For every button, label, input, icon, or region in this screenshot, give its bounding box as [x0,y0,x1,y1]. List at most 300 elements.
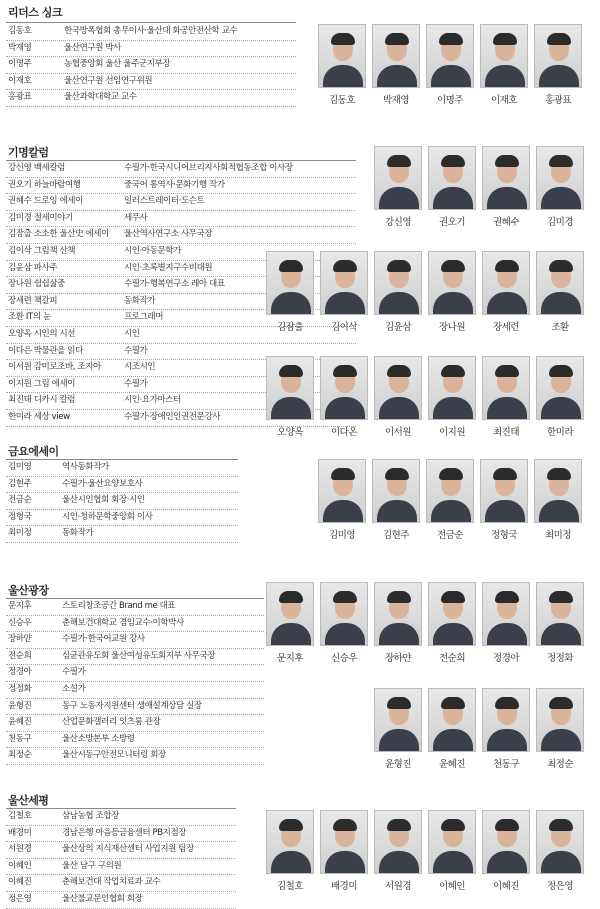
portrait-caption: 이명주 [436,95,464,106]
member-name: 전순희 [8,650,32,661]
portrait-hair [279,591,303,603]
member-name: 이혜인 [8,860,32,871]
member-description: 한국방폭협회 총무이사·울산대 화공안전산학 교수 [64,26,238,36]
portrait-hair [549,697,573,709]
portrait-card [318,459,366,541]
portrait-photo [374,356,422,420]
list-item [6,649,264,666]
list-item [6,57,296,74]
portrait-caption: 최진태 [492,427,520,438]
portrait-caption: 오양옥 [276,427,304,438]
portrait-card [266,251,314,333]
portrait-body [541,292,581,315]
portrait-hair [441,155,465,167]
member-description: 수필가·울산요양보호사 [62,478,143,489]
portrait-caption: 문지후 [276,653,304,664]
portrait-hair [333,260,357,272]
portrait-hair [387,591,411,603]
section-divider [6,22,296,23]
list-item [6,526,238,543]
member-description: 수필가·행복연구소 레아 대표 [124,279,225,290]
portrait-photo [536,146,584,210]
member-description: 시인 [124,328,140,339]
portrait-photo [428,251,476,315]
portrait-hair [441,365,465,377]
portrait-card [482,146,530,228]
list-item [6,842,236,859]
portrait-body [323,500,363,523]
portrait-hair [495,260,519,272]
list-item [6,227,356,244]
member-name: 최미정 [8,528,32,539]
member-description: 수필가·장애인인권전문강사 [124,411,221,422]
section-title: 울산세평 [8,794,49,807]
member-description: 중국어 통역사·문화기행 작가 [124,179,225,190]
portrait-card [374,356,422,438]
portrait-hair [331,468,355,480]
member-description: 농협중앙회 울산 울주군지부장 [64,59,171,70]
member-description: 울산연구원 선임연구위원 [64,75,153,86]
portrait-card [536,810,584,892]
portrait-photo [266,810,314,874]
portrait-card [428,582,476,664]
member-name: 천동구 [8,733,32,744]
member-name: 이혜진 [8,877,32,888]
list-item [6,875,236,892]
portrait-caption: 정은영 [546,881,574,892]
member-description: 울산불교문인협회 회장 [62,893,143,904]
member-description: 울산역사연구소 사무국장 [124,229,213,240]
portrait-photo [480,24,528,88]
portrait-hair [549,155,573,167]
member-description: 동화작가 [62,528,94,539]
portrait-body [433,623,473,646]
list-item [6,616,264,633]
member-description: 역사동화작가 [62,462,109,472]
portrait-caption: 최미정 [544,530,572,541]
portrait-body [487,729,527,752]
member-name: 배경미 [8,827,32,838]
portrait-photo [482,146,530,210]
portrait-card [480,24,528,106]
list-item [6,748,264,765]
portrait-caption: 배경미 [330,881,358,892]
portrait-body [379,729,419,752]
portrait-photo [266,356,314,420]
portrait-photo [482,356,530,420]
member-list [6,24,296,107]
list-item [6,90,296,107]
portrait-card [536,688,584,770]
list-item [6,24,296,41]
member-description: 수필가·한국어교원 강사 [62,634,145,645]
list-item [6,599,264,616]
member-description: 수필가·한국시니어브리지사회적협동조합 이사장 [124,163,293,173]
member-description: 춘해보건대 작업치료과 교수 [62,877,161,888]
member-name: 한미라 세상 view [8,411,70,422]
portrait-body [325,397,365,420]
portrait-photo [318,459,366,523]
portrait-caption: 신승우 [330,653,358,664]
portrait-hair [387,155,411,167]
list-item [6,211,356,228]
portrait-caption: 정형국 [490,530,518,541]
member-description: 산업문화갤러리 잇츠룸 관장 [62,717,161,728]
portrait-caption: 이서원 [384,427,412,438]
list-item [6,632,264,649]
portrait-body [485,500,525,523]
portrait-caption: 장하얀 [384,653,412,664]
portrait-photo [428,688,476,752]
portrait-hair [387,260,411,272]
member-description: 울산시인협회 회장·시인 [62,495,145,506]
portrait-card [536,146,584,228]
portrait-card [266,356,314,438]
member-description: 삼남농협 조합장 [62,811,119,821]
portrait-hair [549,260,573,272]
portrait-photo [426,24,474,88]
member-name: 조환 IT의 눈 [8,312,51,323]
portrait-photo [482,251,530,315]
member-name: 김이삭 그림책 산책 [8,245,76,256]
portrait-card [372,459,420,541]
portrait-photo [266,582,314,646]
member-description: 울산시동구안전모니터링 회장 [62,750,166,761]
portrait-body [325,623,365,646]
list-item [6,41,296,58]
portrait-body [541,397,581,420]
portrait-caption: 이혜진 [492,881,520,892]
portrait-caption: 조환 [551,322,569,333]
portrait-body [485,65,525,88]
portrait-hair [333,591,357,603]
portrait-card [320,251,368,333]
member-name: 이다은 박물관을 읽다 [8,345,83,356]
portrait-hair [549,591,573,603]
portrait-caption: 윤형진 [384,759,412,770]
portrait-photo [320,810,368,874]
member-name: 오양옥 시인의 시선 [8,328,76,339]
member-name: 김동호 [8,26,32,36]
portrait-hair [495,365,519,377]
portrait-caption: 김동호 [328,95,356,106]
portrait-body [325,851,365,874]
member-name: 권혜수 드로잉 에세이 [8,196,83,207]
portrait-caption: 김철호 [276,881,304,892]
member-description: 수필가 [124,345,148,356]
portrait-photo [320,251,368,315]
portrait-body [541,729,581,752]
member-name: 김미영 [8,462,32,472]
portrait-hair [495,591,519,603]
portrait-body [433,187,473,210]
portrait-photo [536,810,584,874]
portrait-body [433,292,473,315]
member-description: 울산소방본부 소방령 [62,733,135,744]
list-item [6,194,356,211]
portrait-card [482,356,530,438]
member-list [6,460,238,543]
portrait-card [372,24,420,106]
list-item [6,510,238,527]
member-name: 정정화 [8,683,32,694]
portrait-photo [320,582,368,646]
portrait-photo [428,356,476,420]
member-description: 심균관유도회 울산여성유도회지부 사무국장 [62,650,216,661]
portrait-card [426,24,474,106]
portrait-photo [318,24,366,88]
member-description: 동구 노동자지원센터 생애설계상담 실장 [62,700,202,711]
portrait-hair [439,468,463,480]
list-item [6,715,264,732]
portrait-body [539,65,579,88]
portrait-body [433,397,473,420]
list-item [6,665,264,682]
member-name: 전금순 [8,495,32,506]
member-name: 김미경 절세이야기 [8,212,73,223]
portrait-body [323,65,363,88]
portrait-hair [495,697,519,709]
list-item [6,809,236,826]
portrait-card [374,146,422,228]
portrait-caption: 박재영 [382,95,410,106]
portrait-photo [536,582,584,646]
portrait-hair [279,260,303,272]
member-name: 김현주 [8,478,32,489]
portrait-card [320,582,368,664]
portrait-caption: 강신영 [384,217,412,228]
portrait-hair [441,819,465,831]
member-description: 일러스트레이터·도슨트 [124,196,205,207]
portrait-card [428,251,476,333]
portrait-hair [385,468,409,480]
portrait-photo [534,459,582,523]
portrait-hair [547,33,571,45]
portrait-caption: 김이삭 [330,322,358,333]
section-title: 기명칼럼 [8,146,49,159]
portrait-photo [536,251,584,315]
portrait-body [379,292,419,315]
portrait-card [534,459,582,541]
portrait-photo [374,688,422,752]
member-name: 홍광표 [8,92,32,103]
portrait-body [431,500,471,523]
list-item [6,699,264,716]
member-description: 프로그래머 [124,312,164,323]
portrait-hair [493,33,517,45]
portrait-hair [547,468,571,480]
portrait-caption: 이지원 [438,427,466,438]
portrait-hair [385,33,409,45]
member-name: 이명주 [8,59,32,70]
portrait-photo [482,582,530,646]
portrait-card [536,356,584,438]
portrait-body [271,623,311,646]
portrait-hair [495,819,519,831]
section-title: 금요에세이 [8,445,59,458]
member-name: 최진태 디카시 칼럼 [8,395,76,406]
portrait-card [482,810,530,892]
member-description: 시조시인 [124,362,156,373]
portrait-caption: 김현주 [382,530,410,541]
portrait-hair [333,365,357,377]
member-name: 김잠출 소소한 울산史 에세이 [8,229,109,240]
portrait-card [374,688,422,770]
member-description: 울산과학대학교 교수 [64,92,137,103]
portrait-card [318,24,366,106]
portrait-photo [428,582,476,646]
portrait-body [487,187,527,210]
list-item [6,682,264,699]
portrait-card [536,582,584,664]
member-description: 소설가 [62,683,86,694]
portrait-caption: 홍광표 [544,95,572,106]
member-list [6,599,264,765]
portrait-hair [387,365,411,377]
portrait-card [428,146,476,228]
member-name: 윤혜진 [8,717,32,728]
member-name: 장세련 책갈피 [8,295,58,306]
portrait-caption: 장세련 [492,322,520,333]
member-description: 시인·요가마스터 [124,395,181,406]
portrait-body [541,851,581,874]
member-name: 이재호 [8,75,32,86]
portrait-card [480,459,528,541]
member-name: 정형국 [8,511,32,522]
portrait-caption: 천동구 [492,759,520,770]
portrait-caption: 권혜수 [492,217,520,228]
portrait-card [536,251,584,333]
portrait-caption: 이혜인 [438,881,466,892]
list-item [6,460,238,477]
member-name: 권오기 하늘바람여행 [8,179,81,190]
portrait-hair [387,819,411,831]
member-description: 울산연구원 박사 [64,42,121,53]
portrait-hair [439,33,463,45]
portrait-caption: 김윤삼 [384,322,412,333]
portrait-body [539,500,579,523]
member-description: 수필가 [124,378,148,389]
portrait-photo [480,459,528,523]
portrait-caption: 정정화 [546,653,574,664]
portrait-body [379,851,419,874]
member-description: 춘해보건대학교 겸임교수·이학박사 [62,617,184,628]
portrait-photo [428,146,476,210]
portrait-body [379,623,419,646]
portrait-card [320,810,368,892]
section-title: 리더스 싱크 [8,6,62,19]
portrait-caption: 이재호 [490,95,518,106]
portrait-caption: 장나원 [438,322,466,333]
member-description: 울산상의 지식재산센터 사업지원 팀장 [62,844,194,855]
member-name: 김윤삼 파사주 [8,262,58,273]
portrait-card [534,24,582,106]
portrait-body [271,851,311,874]
list-item [6,493,238,510]
portrait-card [266,810,314,892]
member-name: 서원경 [8,844,32,855]
portrait-caption: 한미라 [546,427,574,438]
member-description: 동화작가 [124,295,156,306]
member-description: 경남은행 아음등금융센터 PB지점장 [62,827,187,838]
portrait-body [271,292,311,315]
portrait-body [379,397,419,420]
portrait-hair [549,819,573,831]
member-name: 이지원 그림 에세이 [8,378,76,389]
portrait-body [541,623,581,646]
member-name: 박재영 [8,42,32,53]
portrait-body [431,65,471,88]
portrait-hair [333,819,357,831]
portrait-body [377,65,417,88]
member-description: 세무사 [124,212,148,223]
list-item [6,477,238,494]
portrait-card [320,356,368,438]
portrait-card [482,251,530,333]
portrait-body [377,500,417,523]
portrait-body [379,187,419,210]
portrait-body [487,397,527,420]
portrait-caption: 권오기 [438,217,466,228]
member-name: 강신영 백세칼럼 [8,163,65,173]
list-item [6,74,296,91]
portrait-photo [428,810,476,874]
member-description: 시인·아동문학가 [124,245,181,256]
portrait-caption: 김미경 [546,217,574,228]
portrait-body [487,851,527,874]
portrait-card [428,688,476,770]
portrait-hair [387,697,411,709]
list-item [6,161,356,178]
portrait-hair [441,260,465,272]
portrait-hair [279,819,303,831]
portrait-card [482,582,530,664]
portrait-caption: 전순희 [438,653,466,664]
portrait-card [428,356,476,438]
list-item [6,859,236,876]
portrait-photo [374,810,422,874]
member-name: 장하얀 [8,634,32,645]
member-name: 최정순 [8,750,32,761]
portrait-card [428,810,476,892]
portrait-photo [266,251,314,315]
portrait-hair [549,365,573,377]
portrait-body [325,292,365,315]
member-list [6,809,236,909]
portrait-hair [331,33,355,45]
portrait-body [433,729,473,752]
member-name: 정은영 [8,893,32,904]
member-description: 시인·청하문학중앙회 이사 [62,511,153,522]
member-name: 장나원 쉽쉽삶중 [8,279,65,290]
portrait-card [266,582,314,664]
portrait-caption: 최정순 [546,759,574,770]
portrait-hair [279,365,303,377]
portrait-photo [374,582,422,646]
portrait-card [482,688,530,770]
member-name: 신승우 [8,617,32,628]
portrait-photo [482,810,530,874]
portrait-caption: 김잠출 [276,322,304,333]
portrait-photo [482,688,530,752]
portrait-photo [534,24,582,88]
portrait-hair [441,591,465,603]
list-item [6,892,236,909]
list-item [6,826,236,843]
portrait-hair [495,155,519,167]
member-description: 수필가 [62,667,86,678]
portrait-body [487,623,527,646]
